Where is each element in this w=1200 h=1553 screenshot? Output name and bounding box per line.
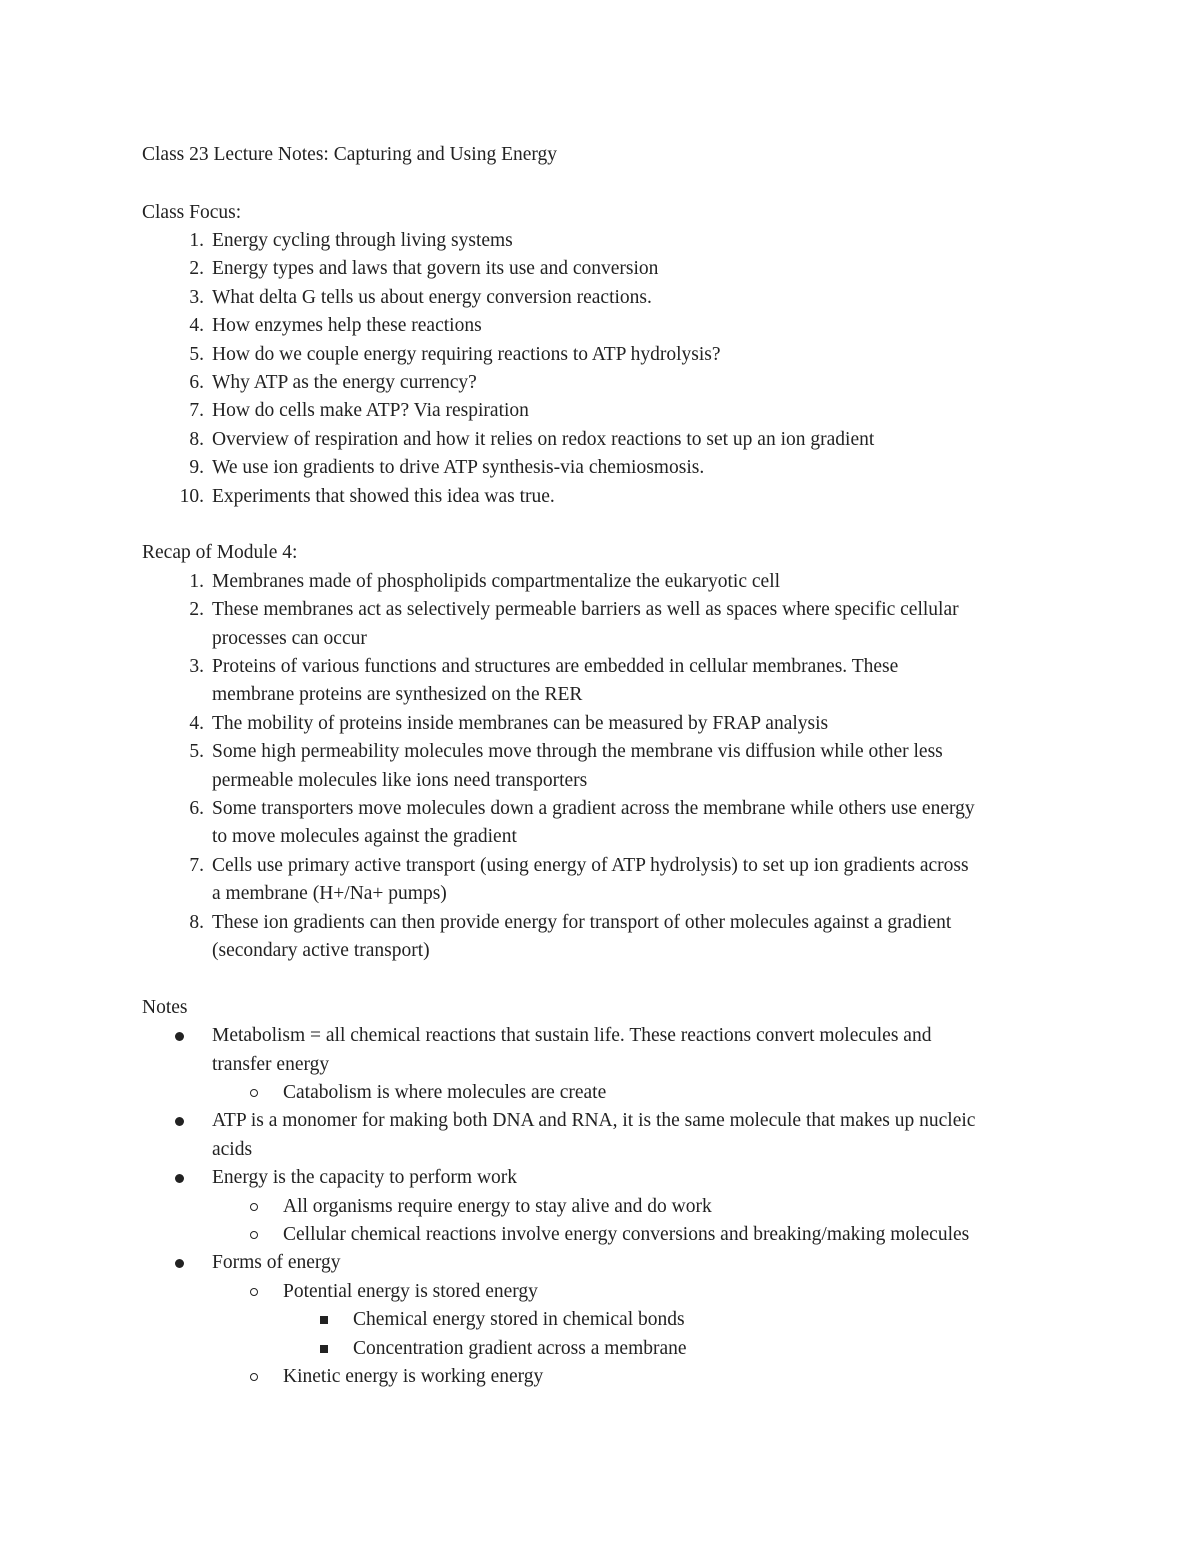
list-item-text: Energy cycling through living systems: [212, 229, 513, 251]
list-number: 3.: [189, 655, 204, 677]
bullet-square-icon: [320, 1316, 328, 1324]
list-item-text: Some transporters move molecules down a gradient across the membrane while others use energy: [212, 797, 975, 819]
bullet-dot-icon: [175, 1259, 184, 1268]
list-item-text: Membranes made of phospholipids compartmentalize the eukaryotic cell: [212, 570, 781, 592]
list-item-text: Some high permeability molecules move through the membrane vis diffusion while other less: [212, 741, 943, 763]
recap-heading: Recap of Module 4:: [142, 542, 298, 564]
bullet-circle-icon: [250, 1373, 258, 1381]
bullet-square-icon: [320, 1345, 328, 1353]
page-title: Class 23 Lecture Notes: Capturing and Using Energy: [142, 144, 558, 165]
list-number: 8.: [189, 911, 204, 933]
list-number: 7.: [189, 400, 204, 422]
list-item-text: How do cells make ATP? Via respiration: [212, 400, 529, 422]
list-number: 4.: [189, 712, 204, 734]
list-item-text: Energy types and laws that govern its use and conversion: [212, 258, 659, 280]
list-item-text: Overview of respiration and how it relies on redox reactions to set up an ion gradient: [212, 428, 875, 450]
bullet-item-text: Chemical energy stored in chemical bonds: [353, 1309, 685, 1331]
list-number: 10.: [179, 485, 204, 507]
bullet-circle-icon: [250, 1203, 258, 1211]
bullet-dot-icon: [175, 1117, 184, 1126]
list-item-text: These ion gradients can then provide energy for transport of other molecules against a gradient: [212, 911, 952, 933]
list-number: 5.: [189, 741, 204, 763]
list-item-text: How enzymes help these reactions: [212, 315, 482, 337]
list-number: 1.: [189, 570, 204, 592]
list-number: 7.: [189, 854, 204, 876]
list-item-text: (secondary active transport): [212, 939, 430, 961]
bullet-circle-icon: [250, 1231, 258, 1239]
list-number: 1.: [189, 229, 204, 251]
bullet-item-text: Energy is the capacity to perform work: [212, 1167, 518, 1189]
bullet-item-text: Potential energy is stored energy: [283, 1280, 538, 1302]
list-number: 6.: [189, 371, 204, 393]
list-item-text: permeable molecules like ions need transporters: [212, 769, 588, 791]
list-item-text: We use ion gradients to drive ATP synthesis-via chemiosmosis.: [212, 457, 705, 479]
bullet-dot-icon: [175, 1032, 184, 1041]
list-item-text: The mobility of proteins inside membranes can be measured by FRAP analysis: [212, 712, 829, 734]
list-number: 4.: [189, 315, 204, 337]
list-item-text: to move molecules against the gradient: [212, 826, 517, 848]
list-item-text: How do we couple energy requiring reactions to ATP hydrolysis?: [212, 343, 721, 365]
list-number: 6.: [189, 797, 204, 819]
list-item-text: membrane proteins are synthesized on the RER: [212, 684, 583, 706]
list-number: 5.: [189, 343, 204, 365]
bullet-item-text: Kinetic energy is working energy: [283, 1365, 544, 1387]
list-item-text: processes can occur: [212, 627, 367, 649]
bullet-circle-icon: [250, 1288, 258, 1296]
list-item-text: a membrane (H+/Na+ pumps): [212, 883, 447, 905]
focus-heading: Class Focus:: [142, 201, 242, 223]
bullet-item-text: Forms of energy: [212, 1252, 341, 1274]
bullet-item-text: Metabolism = all chemical reactions that sustain life. These reactions convert molecules and: [212, 1025, 932, 1047]
list-item-text: Experiments that showed this idea was true.: [212, 485, 555, 507]
list-number: 2.: [189, 258, 204, 280]
list-item-text: Proteins of various functions and structures are embedded in cellular membranes. These: [212, 655, 899, 677]
list-item-text: What delta G tells us about energy conversion reactions.: [212, 286, 652, 308]
list-item-text: Why ATP as the energy currency?: [212, 371, 477, 393]
list-item-text: These membranes act as selectively permeable barriers as well as spaces where specific cellular: [212, 599, 959, 621]
bullet-item-text: Concentration gradient across a membrane: [353, 1337, 687, 1359]
list-number: 3.: [189, 286, 204, 308]
notes-heading: Notes: [142, 996, 188, 1018]
bullet-item-text: All organisms require energy to stay alive and do work: [283, 1195, 712, 1217]
list-number: 8.: [189, 428, 204, 450]
list-number: 9.: [189, 457, 204, 479]
bullet-item-text: ATP is a monomer for making both DNA and RNA, it is the same molecule that makes up nucleic: [212, 1110, 976, 1132]
bullet-item-text: Cellular chemical reactions involve energy conversions and breaking/making molecules: [283, 1223, 970, 1245]
bullet-dot-icon: [175, 1174, 184, 1183]
bullet-item-text: acids: [212, 1138, 253, 1160]
list-item-text: Cells use primary active transport (using energy of ATP hydrolysis) to set up ion gradients across: [212, 854, 969, 876]
bullet-item-text: Catabolism is where molecules are create: [283, 1081, 607, 1103]
bullet-item-text: transfer energy: [212, 1053, 330, 1075]
bullet-circle-icon: [250, 1089, 258, 1097]
list-number: 2.: [189, 599, 204, 621]
